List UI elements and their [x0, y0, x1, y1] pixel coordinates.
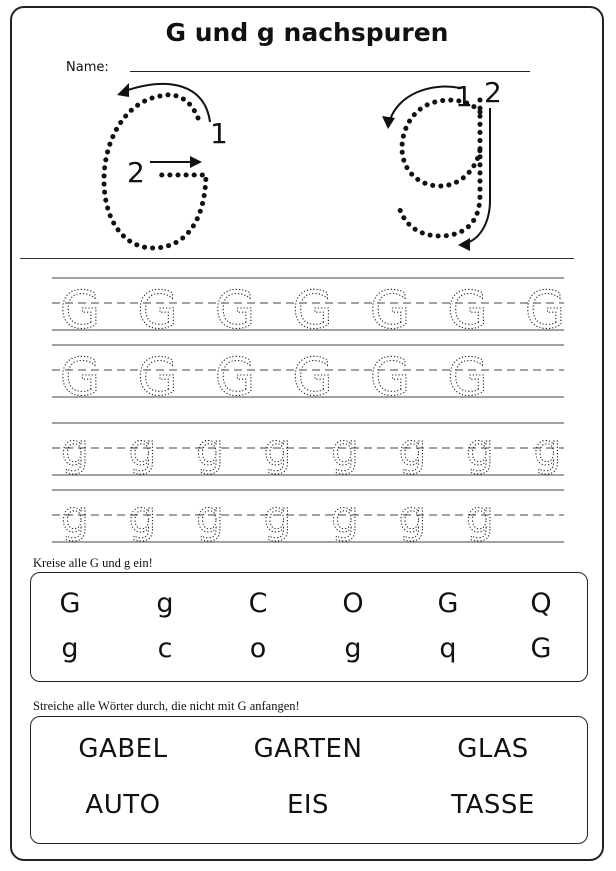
circle-letter[interactable]: q [439, 633, 457, 664]
trace-row [52, 278, 565, 341]
strike-word[interactable]: AUTO [85, 790, 161, 820]
lower-g-step-2: 2 [484, 76, 502, 109]
trace-letter: G [292, 281, 333, 341]
trace-letter: G [369, 281, 411, 341]
trace-letter: g [196, 425, 224, 476]
trace-row [52, 423, 564, 476]
trace-letter: G [292, 348, 333, 408]
strike-instruction: Streiche alle Wörter durch, die nicht mit G anfangen! [33, 699, 300, 713]
circle-letter[interactable]: c [157, 633, 173, 664]
trace-letter: g [466, 492, 494, 543]
circle-letter[interactable]: O [342, 588, 364, 619]
trace-letter: G [524, 281, 566, 341]
circle-letter[interactable]: G [530, 633, 552, 664]
lower-g-step-1: 1 [455, 80, 473, 113]
upper-g-step-1: 1 [210, 117, 228, 150]
circle-letter[interactable]: g [61, 633, 79, 664]
trace-row [52, 490, 564, 543]
trace-letter: g [466, 425, 494, 476]
trace-letter: g [128, 425, 157, 476]
circle-letter[interactable]: g [156, 588, 174, 619]
trace-letter: g [263, 425, 292, 476]
trace-letter: g [263, 492, 292, 543]
trace-letter: G [137, 348, 178, 408]
strike-word[interactable]: EIS [286, 790, 330, 820]
trace-letter: G [59, 348, 101, 408]
trace-letter: g [61, 425, 89, 476]
circle-letter[interactable]: G [59, 588, 81, 619]
strike-word[interactable]: TASSE [451, 790, 535, 820]
name-label: Name: [66, 60, 109, 75]
trace-letter: g [196, 492, 224, 543]
strike-word[interactable]: GARTEN [253, 734, 363, 764]
trace-letter: g [398, 492, 427, 543]
trace-letter: g [61, 492, 89, 543]
circle-letter[interactable]: g [344, 633, 362, 664]
trace-letter: g [331, 492, 359, 543]
strike-word[interactable]: GABEL [78, 734, 168, 764]
trace-letter: g [398, 425, 427, 476]
strike-word[interactable]: GLAS [457, 734, 529, 764]
trace-letter: g [331, 425, 359, 476]
page-title: G und g nachspuren [165, 18, 449, 47]
trace-letter: g [533, 425, 562, 476]
upper-g-step-2: 2 [127, 156, 145, 189]
circle-task-box [30, 572, 588, 682]
trace-letter: G [214, 348, 256, 408]
trace-letter: G [369, 348, 411, 408]
trace-letter: G [447, 281, 488, 341]
trace-letter: G [137, 281, 178, 341]
trace-letter: G [59, 281, 101, 341]
trace-letter: g [128, 492, 157, 543]
circle-letter[interactable]: C [248, 588, 268, 619]
circle-instruction: Kreise alle G und g ein! [33, 556, 153, 570]
trace-row [52, 345, 564, 408]
circle-letter[interactable]: Q [530, 588, 552, 619]
circle-letter[interactable]: o [249, 633, 267, 664]
trace-letter: G [447, 348, 488, 408]
circle-letter[interactable]: G [437, 588, 459, 619]
trace-letter: G [214, 281, 256, 341]
